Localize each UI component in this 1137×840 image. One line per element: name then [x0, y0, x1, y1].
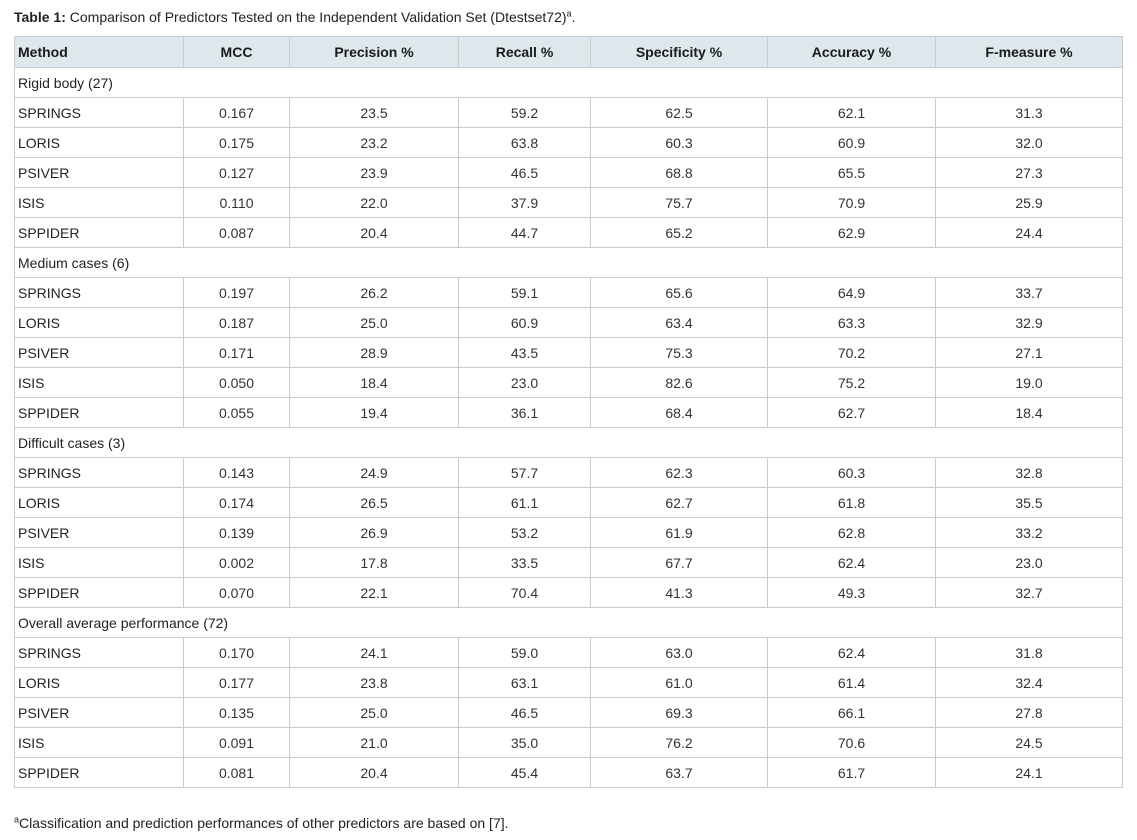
- group-title: Difficult cases (3): [15, 428, 1123, 458]
- accuracy-cell: 62.4: [768, 548, 936, 578]
- recall-cell: 53.2: [459, 518, 591, 548]
- f-measure-cell: 31.8: [936, 638, 1123, 668]
- accuracy-cell: 49.3: [768, 578, 936, 608]
- f-measure-cell: 32.0: [936, 128, 1123, 158]
- method-cell: LORIS: [15, 128, 184, 158]
- recall-cell: 61.1: [459, 488, 591, 518]
- specificity-cell: 67.7: [591, 548, 768, 578]
- table-row: [15, 98, 1123, 128]
- method-cell: PSIVER: [15, 158, 184, 188]
- recall-cell: 37.9: [459, 188, 591, 218]
- f-measure-cell: 18.4: [936, 398, 1123, 428]
- specificity-cell: 60.3: [591, 128, 768, 158]
- header-f-measure: F-measure %: [936, 37, 1123, 68]
- recall-cell: 63.1: [459, 668, 591, 698]
- mcc-cell: 0.127: [184, 158, 290, 188]
- method-cell: PSIVER: [15, 518, 184, 548]
- header-row: [15, 37, 1123, 68]
- group-row: [15, 248, 1123, 278]
- specificity-cell: 62.7: [591, 488, 768, 518]
- precision-cell: 24.9: [290, 458, 459, 488]
- recall-cell: 60.9: [459, 308, 591, 338]
- recall-cell: 46.5: [459, 158, 591, 188]
- precision-cell: 24.1: [290, 638, 459, 668]
- f-measure-cell: 27.1: [936, 338, 1123, 368]
- table-row: [15, 578, 1123, 608]
- recall-cell: 23.0: [459, 368, 591, 398]
- precision-cell: 21.0: [290, 728, 459, 758]
- table-row: [15, 698, 1123, 728]
- f-measure-cell: 33.2: [936, 518, 1123, 548]
- group-title: Medium cases (6): [15, 248, 1123, 278]
- specificity-cell: 61.9: [591, 518, 768, 548]
- mcc-cell: 0.135: [184, 698, 290, 728]
- specificity-cell: 61.0: [591, 668, 768, 698]
- f-measure-cell: 32.7: [936, 578, 1123, 608]
- mcc-cell: 0.197: [184, 278, 290, 308]
- mcc-cell: 0.070: [184, 578, 290, 608]
- f-measure-cell: 27.3: [936, 158, 1123, 188]
- specificity-cell: 82.6: [591, 368, 768, 398]
- group-title: Rigid body (27): [15, 68, 1123, 98]
- recall-cell: 43.5: [459, 338, 591, 368]
- precision-cell: 18.4: [290, 368, 459, 398]
- precision-cell: 22.0: [290, 188, 459, 218]
- precision-cell: 28.9: [290, 338, 459, 368]
- mcc-cell: 0.081: [184, 758, 290, 788]
- specificity-cell: 69.3: [591, 698, 768, 728]
- mcc-cell: 0.050: [184, 368, 290, 398]
- table-row: [15, 278, 1123, 308]
- table-row: [15, 398, 1123, 428]
- mcc-cell: 0.175: [184, 128, 290, 158]
- specificity-cell: 75.7: [591, 188, 768, 218]
- precision-cell: 20.4: [290, 758, 459, 788]
- header-mcc: MCC: [184, 37, 290, 68]
- accuracy-cell: 70.6: [768, 728, 936, 758]
- method-cell: ISIS: [15, 188, 184, 218]
- group-row: [15, 428, 1123, 458]
- f-measure-cell: 27.8: [936, 698, 1123, 728]
- accuracy-cell: 75.2: [768, 368, 936, 398]
- accuracy-cell: 60.3: [768, 458, 936, 488]
- specificity-cell: 63.7: [591, 758, 768, 788]
- f-measure-cell: 24.5: [936, 728, 1123, 758]
- f-measure-cell: 24.4: [936, 218, 1123, 248]
- recall-cell: 63.8: [459, 128, 591, 158]
- table-row: [15, 668, 1123, 698]
- accuracy-cell: 62.1: [768, 98, 936, 128]
- f-measure-cell: 23.0: [936, 548, 1123, 578]
- f-measure-cell: 24.1: [936, 758, 1123, 788]
- header-precision: Precision %: [290, 37, 459, 68]
- mcc-cell: 0.143: [184, 458, 290, 488]
- table-row: [15, 128, 1123, 158]
- caption-label: Table 1:: [14, 9, 66, 25]
- header-accuracy: Accuracy %: [768, 37, 936, 68]
- f-measure-cell: 32.4: [936, 668, 1123, 698]
- method-cell: SPRINGS: [15, 278, 184, 308]
- accuracy-cell: 61.8: [768, 488, 936, 518]
- precision-cell: 26.2: [290, 278, 459, 308]
- mcc-cell: 0.171: [184, 338, 290, 368]
- comparison-table: [14, 36, 1123, 788]
- footnote-text: Classification and prediction performances of other predictors are based on [7].: [19, 815, 509, 831]
- f-measure-cell: 25.9: [936, 188, 1123, 218]
- specificity-cell: 63.4: [591, 308, 768, 338]
- method-cell: ISIS: [15, 728, 184, 758]
- caption-text: Comparison of Predictors Tested on the Independent Validation Set (Dtestset72): [65, 9, 567, 25]
- header-specificity: Specificity %: [591, 37, 768, 68]
- f-measure-cell: 31.3: [936, 98, 1123, 128]
- accuracy-cell: 66.1: [768, 698, 936, 728]
- method-cell: SPPIDER: [15, 758, 184, 788]
- mcc-cell: 0.177: [184, 668, 290, 698]
- header-recall: Recall %: [459, 37, 591, 68]
- method-cell: SPPIDER: [15, 398, 184, 428]
- accuracy-cell: 60.9: [768, 128, 936, 158]
- table-row: [15, 158, 1123, 188]
- table-row: [15, 488, 1123, 518]
- f-measure-cell: 32.9: [936, 308, 1123, 338]
- mcc-cell: 0.167: [184, 98, 290, 128]
- specificity-cell: 65.6: [591, 278, 768, 308]
- accuracy-cell: 62.7: [768, 398, 936, 428]
- mcc-cell: 0.091: [184, 728, 290, 758]
- table-row: [15, 728, 1123, 758]
- accuracy-cell: 62.9: [768, 218, 936, 248]
- recall-cell: 70.4: [459, 578, 591, 608]
- accuracy-cell: 65.5: [768, 158, 936, 188]
- specificity-cell: 68.8: [591, 158, 768, 188]
- header-method: Method: [15, 37, 184, 68]
- table-row: [15, 218, 1123, 248]
- table-row: [15, 308, 1123, 338]
- mcc-cell: 0.002: [184, 548, 290, 578]
- precision-cell: 25.0: [290, 308, 459, 338]
- recall-cell: 36.1: [459, 398, 591, 428]
- precision-cell: 26.5: [290, 488, 459, 518]
- mcc-cell: 0.170: [184, 638, 290, 668]
- recall-cell: 57.7: [459, 458, 591, 488]
- group-title: Overall average performance (72): [15, 608, 1123, 638]
- table-row: [15, 758, 1123, 788]
- specificity-cell: 65.2: [591, 218, 768, 248]
- table-row: [15, 338, 1123, 368]
- accuracy-cell: 62.8: [768, 518, 936, 548]
- mcc-cell: 0.187: [184, 308, 290, 338]
- table-body: [15, 68, 1123, 788]
- mcc-cell: 0.110: [184, 188, 290, 218]
- method-cell: SPRINGS: [15, 98, 184, 128]
- accuracy-cell: 61.7: [768, 758, 936, 788]
- table-footnote: [14, 814, 509, 832]
- mcc-cell: 0.139: [184, 518, 290, 548]
- specificity-cell: 76.2: [591, 728, 768, 758]
- specificity-cell: 62.5: [591, 98, 768, 128]
- recall-cell: 59.0: [459, 638, 591, 668]
- accuracy-cell: 61.4: [768, 668, 936, 698]
- caption-end: .: [571, 9, 576, 25]
- specificity-cell: 62.3: [591, 458, 768, 488]
- precision-cell: 23.2: [290, 128, 459, 158]
- table-row: [15, 518, 1123, 548]
- f-measure-cell: 33.7: [936, 278, 1123, 308]
- specificity-cell: 63.0: [591, 638, 768, 668]
- table-row: [15, 368, 1123, 398]
- method-cell: PSIVER: [15, 338, 184, 368]
- f-measure-cell: 19.0: [936, 368, 1123, 398]
- group-row: [15, 608, 1123, 638]
- f-measure-cell: 32.8: [936, 458, 1123, 488]
- precision-cell: 26.9: [290, 518, 459, 548]
- specificity-cell: 68.4: [591, 398, 768, 428]
- accuracy-cell: 62.4: [768, 638, 936, 668]
- mcc-cell: 0.174: [184, 488, 290, 518]
- recall-cell: 35.0: [459, 728, 591, 758]
- caption-superscript: a: [566, 8, 572, 19]
- precision-cell: 23.8: [290, 668, 459, 698]
- method-cell: SPRINGS: [15, 638, 184, 668]
- method-cell: SPRINGS: [15, 458, 184, 488]
- mcc-cell: 0.087: [184, 218, 290, 248]
- specificity-cell: 75.3: [591, 338, 768, 368]
- precision-cell: 23.9: [290, 158, 459, 188]
- recall-cell: 46.5: [459, 698, 591, 728]
- accuracy-cell: 70.9: [768, 188, 936, 218]
- table-row: [15, 548, 1123, 578]
- f-measure-cell: 35.5: [936, 488, 1123, 518]
- table-row: [15, 638, 1123, 668]
- table-row: [15, 458, 1123, 488]
- method-cell: LORIS: [15, 668, 184, 698]
- recall-cell: 44.7: [459, 218, 591, 248]
- precision-cell: 20.4: [290, 218, 459, 248]
- precision-cell: 23.5: [290, 98, 459, 128]
- accuracy-cell: 63.3: [768, 308, 936, 338]
- method-cell: LORIS: [15, 488, 184, 518]
- footnote-superscript: a: [14, 814, 20, 825]
- method-cell: LORIS: [15, 308, 184, 338]
- recall-cell: 59.2: [459, 98, 591, 128]
- accuracy-cell: 70.2: [768, 338, 936, 368]
- accuracy-cell: 64.9: [768, 278, 936, 308]
- mcc-cell: 0.055: [184, 398, 290, 428]
- method-cell: ISIS: [15, 368, 184, 398]
- precision-cell: 17.8: [290, 548, 459, 578]
- specificity-cell: 41.3: [591, 578, 768, 608]
- precision-cell: 25.0: [290, 698, 459, 728]
- precision-cell: 19.4: [290, 398, 459, 428]
- table-row: [15, 188, 1123, 218]
- method-cell: SPPIDER: [15, 578, 184, 608]
- method-cell: ISIS: [15, 548, 184, 578]
- recall-cell: 59.1: [459, 278, 591, 308]
- precision-cell: 22.1: [290, 578, 459, 608]
- method-cell: SPPIDER: [15, 218, 184, 248]
- group-row: [15, 68, 1123, 98]
- method-cell: PSIVER: [15, 698, 184, 728]
- recall-cell: 33.5: [459, 548, 591, 578]
- table-caption: [14, 8, 575, 26]
- recall-cell: 45.4: [459, 758, 591, 788]
